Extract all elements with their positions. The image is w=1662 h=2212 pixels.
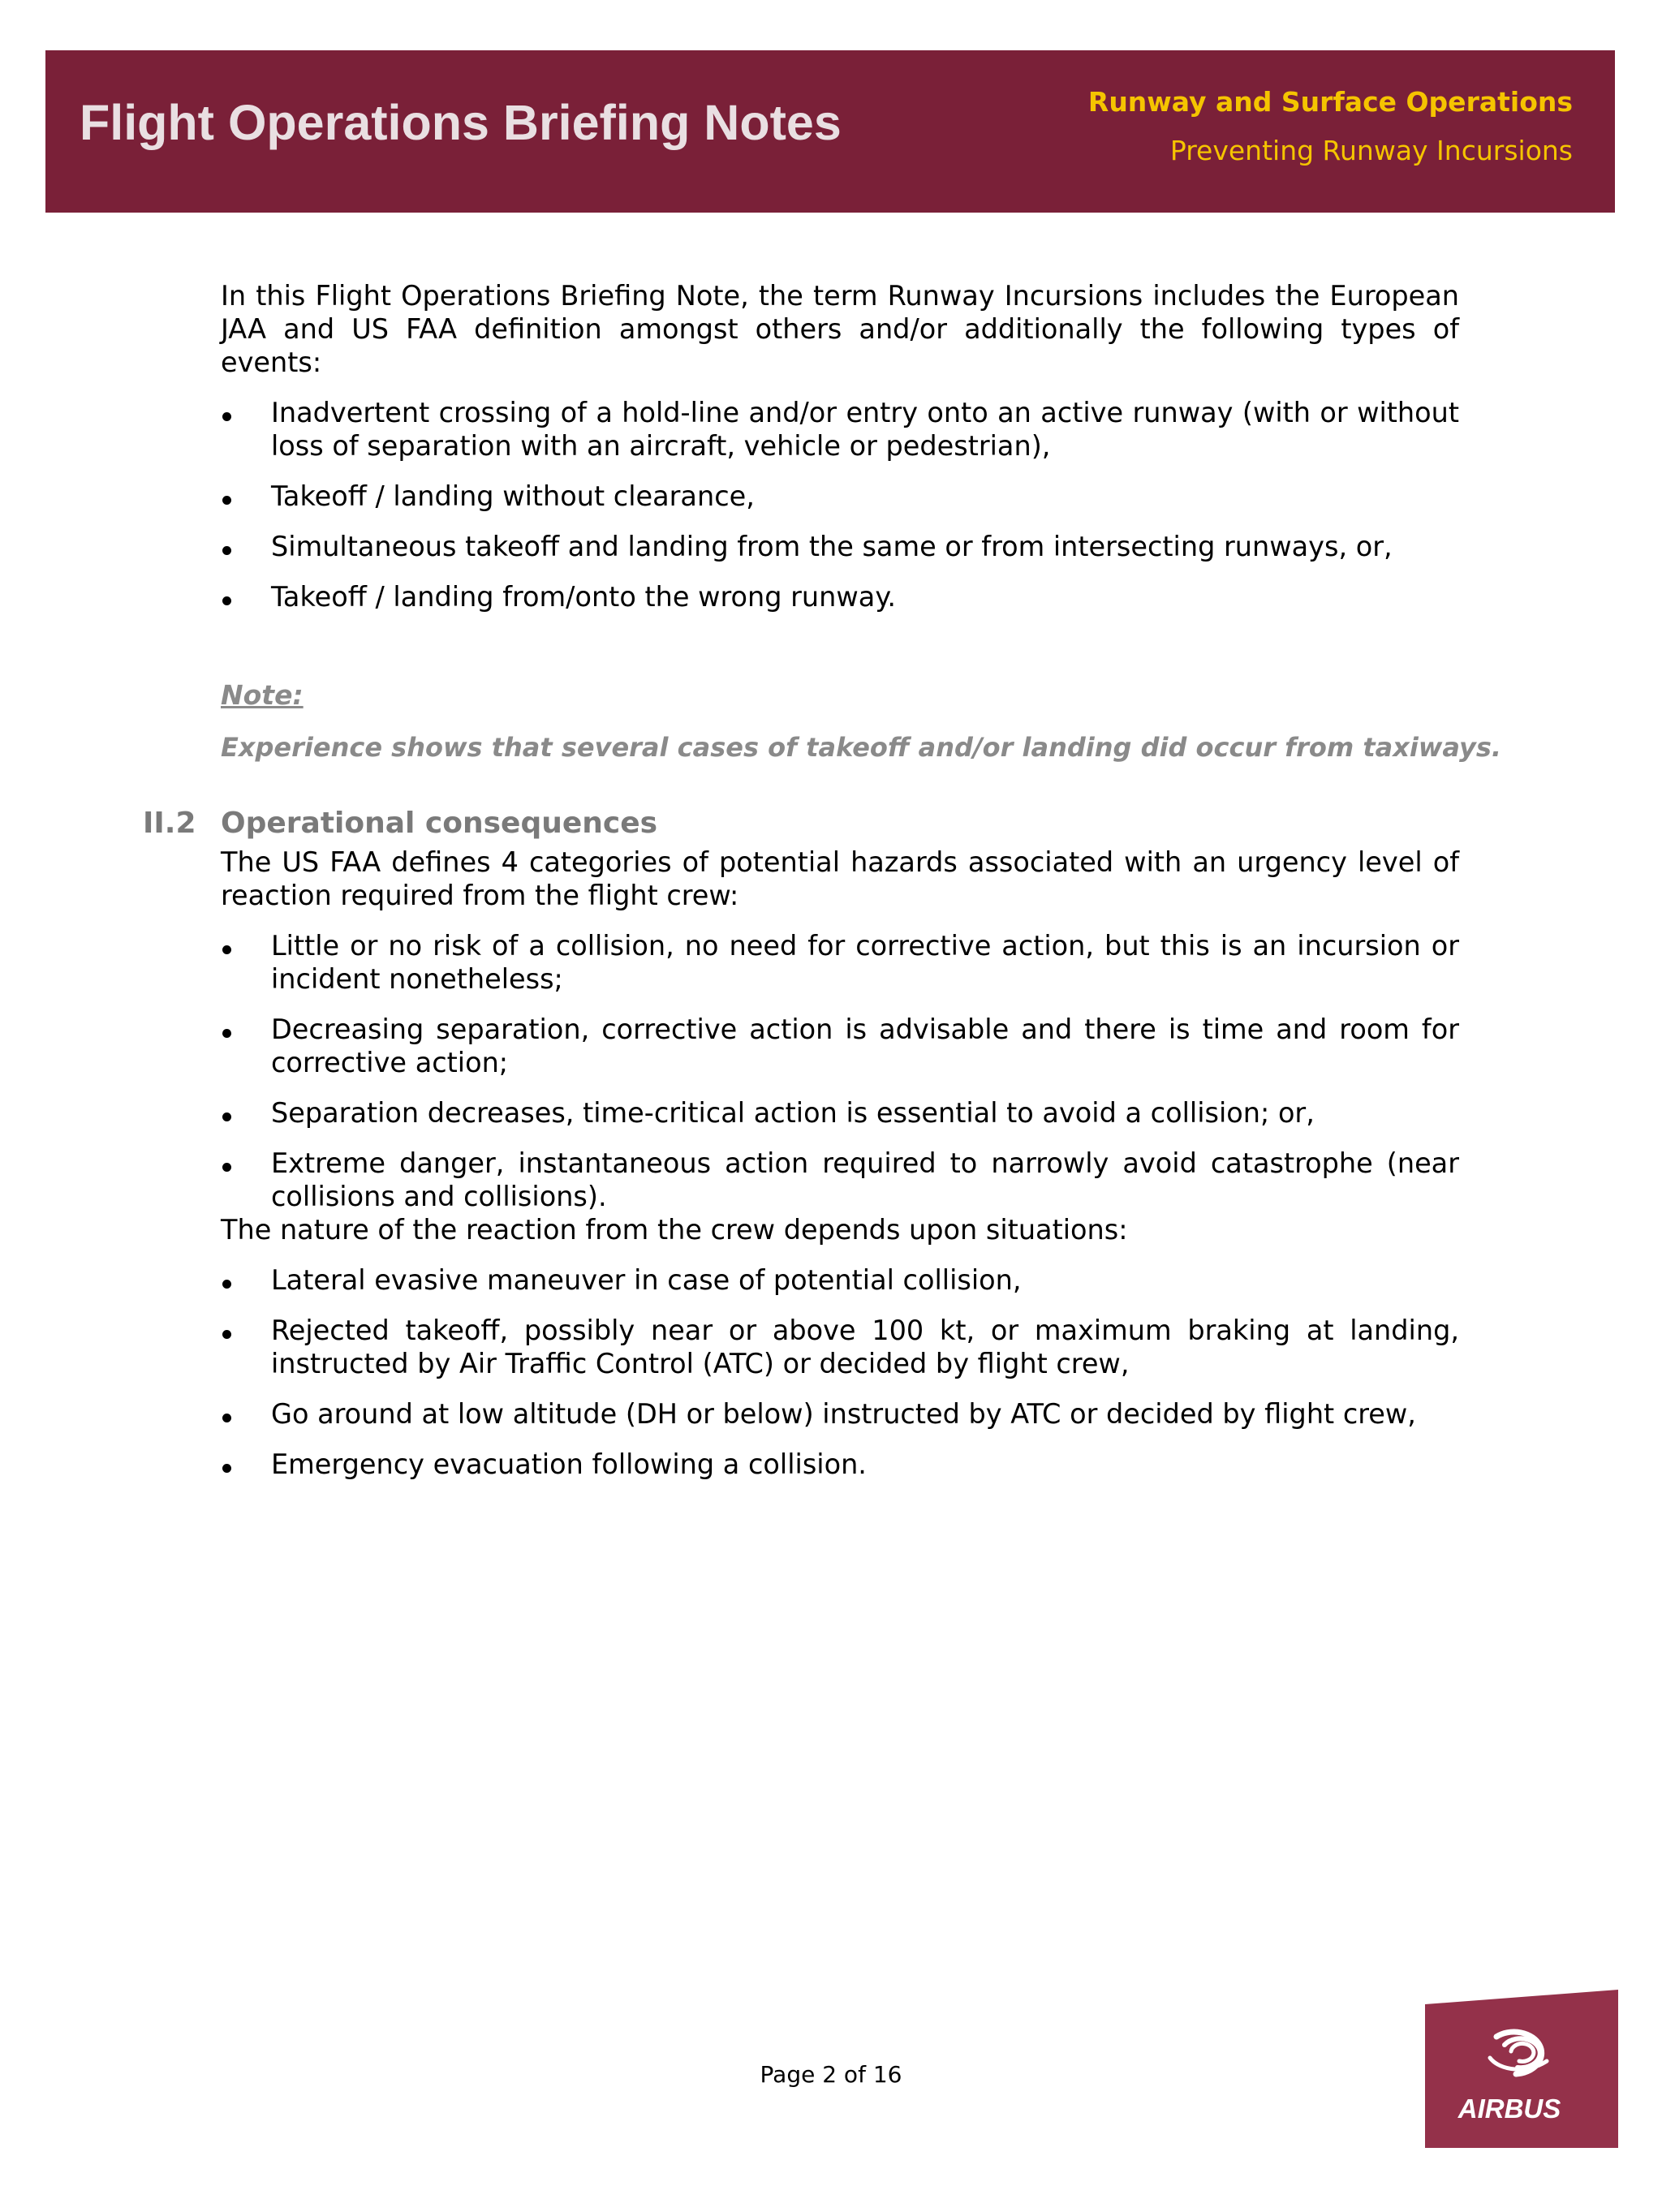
header-banner [45,50,1615,213]
note-text: Experience shows that several cases of takeoff and/or landing did occur from taxiways. [221,732,1502,763]
page-number: Page 2 of 16 [760,2061,902,2088]
document-body [143,279,1502,1481]
bullet-icon [222,1414,231,1422]
list-item [221,1397,1459,1431]
list-item [221,480,1459,513]
bullet-icon [222,412,231,421]
bullet-icon [222,945,231,954]
document-title: Flight Operations Briefing Notes [80,95,842,150]
list-item-text: Separation decreases, time-critical action is essential to avoid a collision; or, [271,1097,1315,1129]
hazard-categories-list [221,929,1459,1213]
list-item-text: Emergency evacuation following a collision. [271,1448,867,1480]
bullet-icon [222,1112,231,1121]
list-item-text: Inadvertent crossing of a hold-line and/or entry onto an active runway (with or without loss of separation with an aircraft, vehicle or pedestrian), [271,397,1459,462]
bullet-icon [222,1029,231,1038]
reaction-intro-paragraph: The nature of the reaction from the crew depends upon situations: [221,1214,1128,1246]
list-item-text: Lateral evasive maneuver in case of potential collision, [271,1264,1022,1296]
list-item-text: Takeoff / landing without clearance, [271,480,755,512]
list-item [221,530,1459,563]
section-title: Operational consequences [221,807,658,840]
section-heading [143,807,1459,846]
airbus-logo [1425,1990,1618,2148]
bullet-icon [222,596,231,605]
list-item [221,1314,1459,1380]
bullet-icon [222,1163,231,1172]
bullet-icon [222,1464,231,1473]
list-item [221,396,1459,463]
list-item [221,580,1459,613]
bullet-icon [222,1280,231,1289]
airbus-wordmark: AIRBUS [1457,2094,1561,2124]
bullet-icon [222,546,231,555]
list-item-text: Go around at low altitude (DH or below) instructed by ATC or decided by flight crew, [271,1398,1416,1430]
list-item-text: Extreme danger, instantaneous action required to narrowly avoid catastrophe (near collisions and collisions). [271,1147,1459,1212]
hazards-intro-paragraph: The US FAA defines 4 categories of potential hazards associated with an urgency level of reaction required from the flight crew: [221,846,1459,911]
bullet-icon [222,1330,231,1339]
list-item [221,1448,1459,1481]
list-item-text: Simultaneous takeoff and landing from the same or from intersecting runways, or, [271,531,1393,562]
list-item [221,1263,1459,1297]
list-item [221,1147,1459,1213]
reactions-list [221,1263,1459,1481]
list-item-text: Rejected takeoff, possibly near or above 100 kt, or maximum braking at landing, instructed by Air Traffic Control (ATC) or decided by flight crew, [271,1315,1459,1379]
list-item-text: Takeoff / landing from/onto the wrong runway. [271,581,897,613]
header-topic: Runway and Surface Operations [1087,86,1573,118]
incursion-types-list [221,396,1459,613]
intro-paragraph: In this Flight Operations Briefing Note, the term Runway Incursions includes the European JAA and US FAA definition amongst others and/or additionally the following types of events: [221,280,1459,378]
list-item-text: Little or no risk of a collision, no need for corrective action, but this is an incursion or incident nonetheless; [271,930,1459,995]
header-subtopic: Preventing Runway Incursions [1169,135,1573,166]
bullet-icon [222,496,231,505]
note-label: Note: [221,679,304,711]
list-item-text: Decreasing separation, corrective action is advisable and there is time and room for corrective action; [271,1013,1459,1078]
list-item [221,1096,1459,1130]
section-number: II.2 [143,807,196,840]
list-item [221,929,1459,996]
list-item [221,1013,1459,1079]
